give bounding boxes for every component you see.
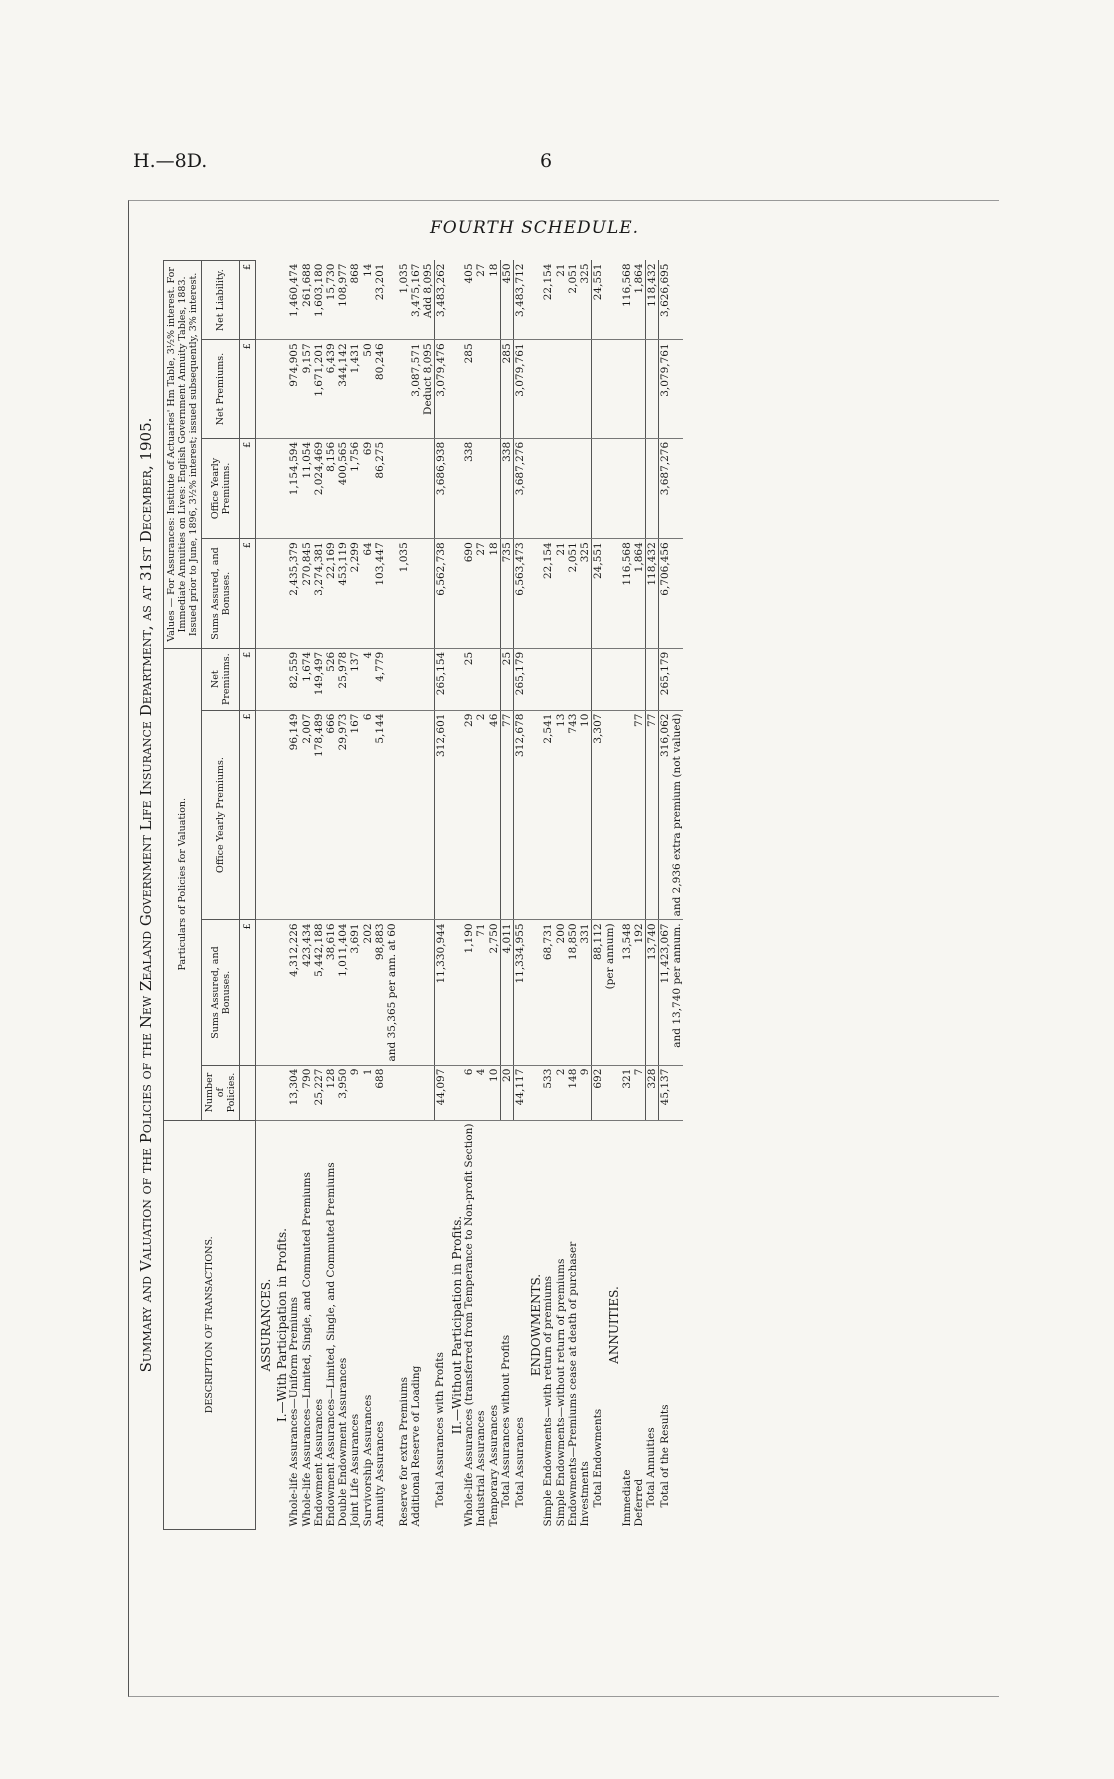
col-v-sums: Sums Assured, and Bonuses. [202, 539, 240, 649]
unit-pound: £ [240, 710, 256, 920]
annuity-note: and 35,365 per ann. at 60 [385, 923, 398, 1062]
col-particulars: Particulars of Policies for Valuation. [164, 648, 202, 1120]
section-heading: I.—With Participation in Profits. [275, 1228, 290, 1423]
table-title: Summary and Valuation of the Policies of the New Zealand Government Life Insurance Department, as at 31st December, 1905. [137, 417, 155, 1373]
table-row: Joint Life Assurances 9 3,691 167 137 2,299 1,756 1,431 868 [349, 261, 361, 1530]
col-office-premiums: Office Yearly Premiums. [202, 710, 240, 920]
col-v-office: Office Yearly Premiums. [202, 438, 240, 538]
col-net-premiums: Net Premiums. [202, 648, 240, 710]
table-row: Simple Endowments—without return of premiums 2 200 13 21 21 [555, 261, 567, 1530]
col-number: Number of Policies. [202, 1065, 240, 1120]
col-sums: Sums Assured, and Bonuses. [202, 920, 240, 1065]
section-heading: ANNUITIES. [607, 1286, 622, 1364]
valuation-table [163, 260, 683, 1530]
table-row: Whole-life Assurances (transferred from Temperance to Non-profit Section) 6 1,190 29 25 690 338 285 405 [463, 261, 475, 1530]
assurance-basis: For Assurances: Institute of Actuaries' Hm Table, 3½% interest. [166, 286, 177, 595]
unit-pound: £ [240, 438, 256, 538]
table-row: Total Assurances 44,117 11,334,955 312,678 265,179 6,563,473 3,687,276 3,079,761 3,483,712 [514, 261, 527, 1530]
annuity-immediate-basis: For Immediate Annuities on Lives: [166, 267, 188, 633]
values-label: Values [166, 610, 177, 642]
table-row: Deferred 7 192 77 1,864 1,864 [633, 261, 646, 1530]
table-row: Total Assurances without Profits 20 4,011 77 25 735 338 285 450 [500, 261, 513, 1530]
unit [240, 1065, 256, 1120]
table-row: Investments 9 331 10 325 325 [579, 261, 592, 1530]
unit-pound: £ [240, 539, 256, 649]
unit-pound: £ [240, 648, 256, 710]
section-heading: II.—Without Participation in Profits. [450, 1215, 465, 1435]
table-row: Additional Reserve of Loading 3,087,571 Deduct 8,095 3,475,167 Add 8,095 [410, 261, 435, 1530]
table-row: Endowments—Premiums cease at death of purchaser 148 18,850 743 2,051 2,051 [567, 261, 579, 1530]
col-v-liability: Net Liability. [202, 261, 240, 340]
col-v-net: Net Premiums. [202, 340, 240, 439]
section-heading: ASSURANCES. [259, 1278, 273, 1372]
unit-pound: £ [240, 340, 256, 439]
table-row: Endowment Assurances—Limited, Single, and Commuted Premiums 128 38,616 666 526 22,169 8,156 6,439 15,730 [325, 261, 337, 1530]
table-row: Survivorship Assurances 1 202 6 4 64 69 50 14 [362, 261, 374, 1530]
unit-pound: £ [240, 261, 256, 340]
table-row: Industrial Assurances 4 71 2 27 27 [475, 261, 487, 1530]
table-row: Simple Endowments—with return of premiums 533 68,731 2,541 22,154 22,154 [542, 261, 554, 1530]
table-row: Whole-life Assurances—Uniform Premiums 13,304 4,312,226 96,149 82,559 2,435,379 1,154,594 974,905 1,460,474 [288, 261, 300, 1530]
table-row: Total Annuities 328 13,740 77 118,432 118,432 [645, 261, 658, 1530]
table-row: Reserve for extra Premiums 1,035 1,035 [398, 261, 410, 1530]
per-annum-note: (per annum) [604, 920, 620, 1065]
unit-pound: £ [240, 920, 256, 1065]
schedule-title: FOURTH SCHEDULE. [430, 218, 640, 238]
table-row: Temporary Assurances 10 2,750 46 18 18 [488, 261, 501, 1530]
section-heading: ENDOWMENTS. [529, 1273, 544, 1377]
table-row: Endowment Assurances 25,227 5,442,188 178,489 149,497 3,274,381 2,024,469 1,671,201 1,603,180 [313, 261, 325, 1530]
table-row: Annuity Assurances 688 98,883 and 35,365 per ann. at 60 5,144 4,779 103,447 86,275 80,246 23,201 [374, 261, 398, 1530]
table-row: Total Assurances with Profits 44,097 11,330,944 312,601 265,154 6,562,738 3,686,938 3,079,476 3,483,262 [434, 261, 447, 1530]
table-row: Total Endowments 692 88,112 3,307 24,551 24,551 [592, 261, 605, 1530]
table-row: Whole-life Assurances—Limited, Single, and Commuted Premiums 790 423,434 2,007 1,674 270,845 11,054 9,157 261,688 [301, 261, 313, 1530]
col-values: Values — For Assurances: Institute of Actuaries' Hm Table, 3½% interest. For Immediate Annuities on Lives: English Government Annuity Tables, 1883. Issued prior to June, 1896, 3½% interest; issued subsequently, 3% interest. [164, 261, 202, 649]
document-reference: H.—8D. [133, 150, 208, 172]
table-row: Total of the Results 45,137 11,423,067 and 13,740 per annum. 316,062 and 2,936 extra premium (not valued) 265,179 6,706,456 3,687,276 3,079,761 3,626,695 [659, 261, 684, 1530]
table-row: Immediate 321 13,548 116,568 116,568 [621, 261, 633, 1530]
rotated-table-block [137, 260, 997, 1530]
col-description: DESCRIPTION OF TRANSACTIONS. [164, 1120, 256, 1529]
page-number: 6 [540, 150, 553, 172]
annuity-basis: English Government Annuity Tables, 1883. Issued prior to June, 1896, 3½% interest; issued subsequently, 3% interest. [177, 272, 199, 637]
table-row: Double Endowment Assurances 3,950 1,011,404 29,973 25,978 453,119 400,565 344,142 108,977 [337, 261, 349, 1530]
